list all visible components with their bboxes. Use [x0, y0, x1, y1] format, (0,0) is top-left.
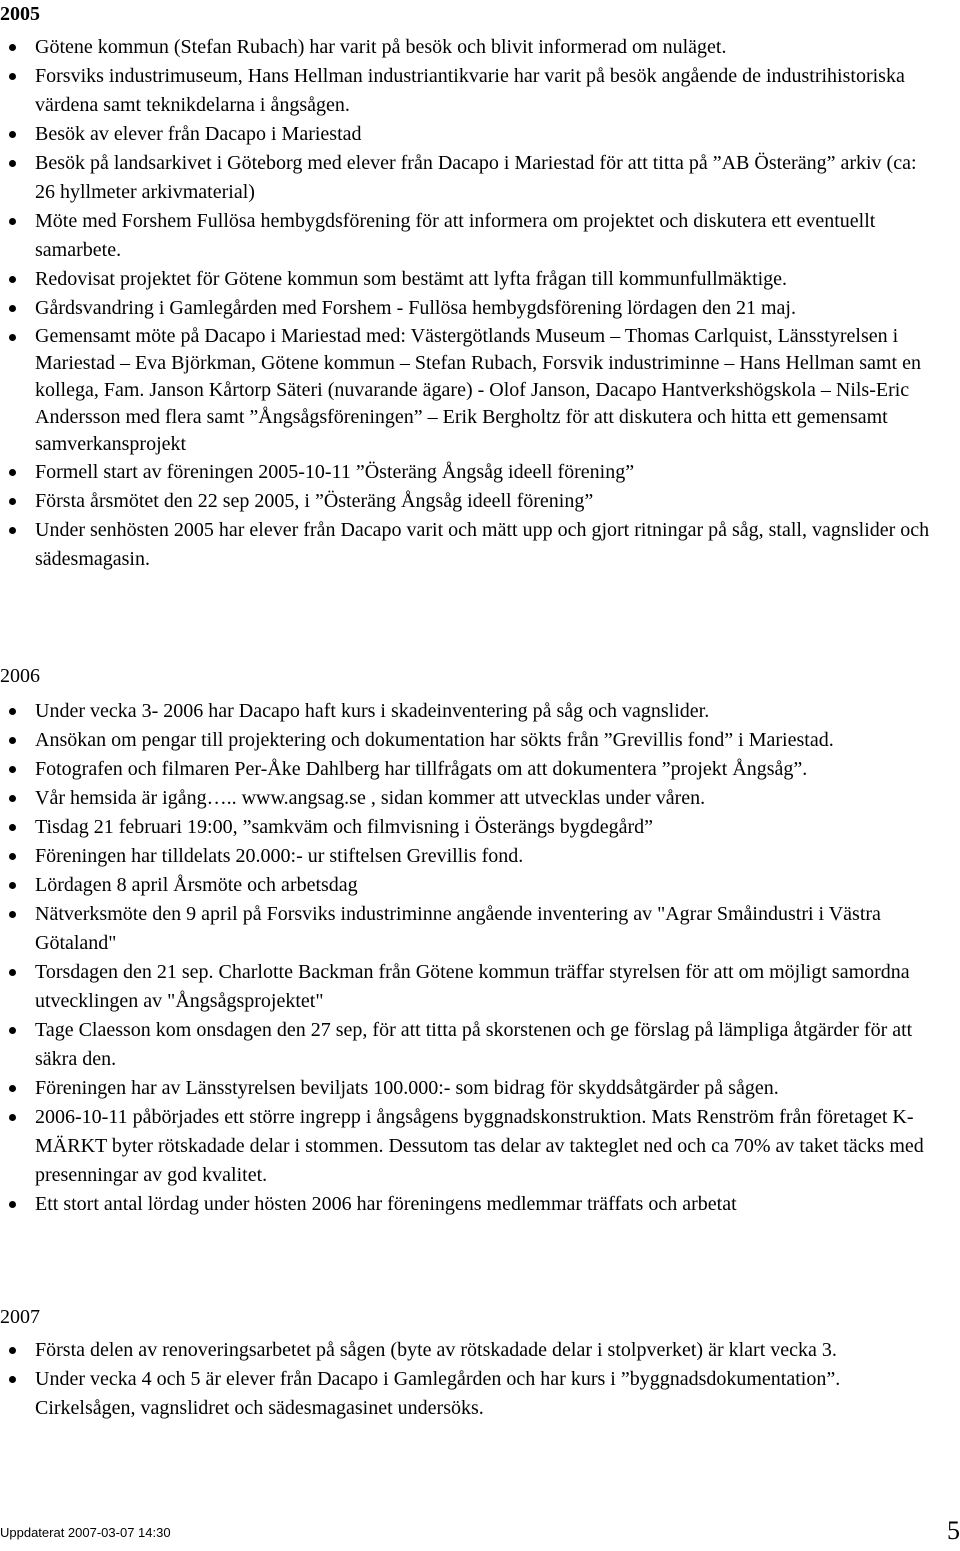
- list-item: Gemensamt möte på Dacapo i Mariestad med: Västergötlands Museum – Thomas Carlquist, Länsstyrelsen i Mariestad – Eva Björkman, Götene kommun – Stefan Rubach, Forsvik industriminne – Hans Hellman samt en kollega, Fam. Janson Kårtorp Säteri (nuvarande ägare) - Olof Janson, Dacapo Hantverkshögskola – Nils-Eric Andersson med flera samt ”Ångsågsföreningen” – Erik Bergholtz för att diskutera och hitta ett gemensamt samverkansprojekt: [0, 323, 940, 458]
- list-item: Möte med Forshem Fullösa hembygdsförening för att informera om projektet och diskutera ett eventuellt samarbete.: [0, 207, 940, 265]
- list-item: Föreningen har av Länsstyrelsen beviljats 100.000:- som bidrag för skyddsåtgärder på sågen.: [0, 1074, 940, 1103]
- list-item: Forsviks industrimuseum, Hans Hellman industriantikvarie har varit på besök angående de industrihistoriska värdena samt teknikdelarna i ångsågen.: [0, 62, 940, 120]
- list-item: Fotografen och filmaren Per-Åke Dahlberg har tillfrågats om att dokumentera ”projekt Ångsåg”.: [0, 755, 940, 784]
- bullet-list-2007: [0, 1336, 940, 1423]
- bullet-list-2005: [0, 33, 940, 574]
- list-item: Tage Claesson kom onsdagen den 27 sep, för att titta på skorstenen och ge förslag på lämpliga åtgärder för att säkra den.: [0, 1016, 940, 1074]
- list-item: Nätverksmöte den 9 april på Forsviks industriminne angående inventering av "Agrar Småindustri i Västra Götaland": [0, 900, 940, 958]
- list-item: Götene kommun (Stefan Rubach) har varit på besök och blivit informerad om nuläget.: [0, 33, 940, 62]
- year-heading-2005: 2005: [0, 3, 40, 25]
- list-item: Tisdag 21 februari 19:00, ”samkväm och filmvisning i Österängs bygdegård”: [0, 813, 940, 842]
- list-item: 2006-10-11 påbörjades ett större ingrepp i ångsågens byggnadskonstruktion. Mats Renström från företaget K-MÄRKT byter rötskadade delar i stommen. Dessutom tas delar av takteglet ned och ca 70% av taket täcks med presenningar av god kvalitet.: [0, 1103, 940, 1190]
- list-item: Föreningen har tilldelats 20.000:- ur stiftelsen Grevillis fond.: [0, 842, 940, 871]
- list-item: Under vecka 4 och 5 är elever från Dacapo i Gamlegården och har kurs i ”byggnadsdokumentation”. Cirkelsågen, vagnslidret och sädesmagasinet undersöks.: [0, 1365, 940, 1423]
- footer-updated-timestamp: Uppdaterat 2007-03-07 14:30: [0, 1525, 171, 1540]
- list-item: Vår hemsida är igång….. www.angsag.se , sidan kommer att utvecklas under våren.: [0, 784, 940, 813]
- year-heading-2006: 2006: [0, 665, 40, 687]
- list-item: Redovisat projektet för Götene kommun som bestämt att lyfta frågan till kommunfullmäktige.: [0, 265, 940, 294]
- list-item: Formell start av föreningen 2005-10-11 ”Österäng Ångsåg ideell förening”: [0, 458, 940, 487]
- list-item: Under senhösten 2005 har elever från Dacapo varit och mätt upp och gjort ritningar på såg, stall, vagnslider och sädesmagasin.: [0, 516, 940, 574]
- list-item: Ansökan om pengar till projektering och dokumentation har sökts från ”Grevillis fond” i Mariestad.: [0, 726, 940, 755]
- bullet-list-2006: [0, 697, 940, 1219]
- list-item: Under vecka 3- 2006 har Dacapo haft kurs i skadeinventering på såg och vagnslider.: [0, 697, 940, 726]
- list-item: Gårdsvandring i Gamlegården med Forshem - Fullösa hembygdsförening lördagen den 21 maj.: [0, 294, 940, 323]
- list-item: Lördagen 8 april Årsmöte och arbetsdag: [0, 871, 940, 900]
- list-item: Ett stort antal lördag under hösten 2006 har föreningens medlemmar träffats och arbetat: [0, 1190, 940, 1219]
- list-item: Första årsmötet den 22 sep 2005, i ”Österäng Ångsåg ideell förening”: [0, 487, 940, 516]
- page-number: 5: [947, 1516, 960, 1545]
- list-item: Torsdagen den 21 sep. Charlotte Backman från Götene kommun träffar styrelsen för att om möjligt samordna utvecklingen av "Ångsågsprojektet": [0, 958, 940, 1016]
- list-item: Första delen av renoveringsarbetet på sågen (byte av rötskadade delar i stolpverket) är klart vecka 3.: [0, 1336, 940, 1365]
- list-item: Besök på landsarkivet i Göteborg med elever från Dacapo i Mariestad för att titta på ”AB Österäng” arkiv (ca: 26 hyllmeter arkivmaterial): [0, 149, 940, 207]
- list-item: Besök av elever från Dacapo i Mariestad: [0, 120, 940, 149]
- year-heading-2007: 2007: [0, 1306, 40, 1328]
